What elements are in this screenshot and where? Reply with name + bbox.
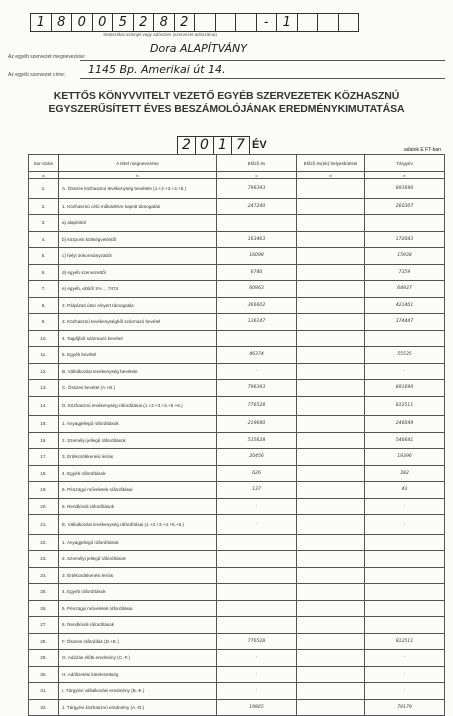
row-number: 27. <box>29 617 59 634</box>
income-statement-table <box>28 154 445 716</box>
correction-value <box>297 534 365 551</box>
current-year-value <box>365 584 445 601</box>
correction-value <box>297 617 365 634</box>
previous-year-value: - <box>217 498 297 515</box>
row-label: A. Összes közhasznú tevékenység bevétele (1.+2.+3.+4.+5.) <box>59 179 217 199</box>
previous-year-value: - <box>217 650 297 667</box>
row-number: 1. <box>29 179 59 199</box>
tax-id-digit <box>236 14 257 31</box>
current-year-value: 812511 <box>365 396 445 416</box>
table-row <box>29 231 445 248</box>
row-number: 32. <box>29 699 59 716</box>
current-year-value <box>365 600 445 617</box>
tax-id-digit <box>298 14 319 31</box>
row-label: 5. Egyéb bevétel <box>59 347 217 364</box>
correction-value <box>297 633 365 650</box>
previous-year-value: 535628 <box>217 432 297 449</box>
row-number: 28. <box>29 633 59 650</box>
row-label: 2. Személyi jellegű ráfordítások <box>59 432 217 449</box>
address-line <box>80 78 445 79</box>
correction-value <box>297 231 365 248</box>
row-label: B. Vállalkozási tevékenység bevétele <box>59 363 217 380</box>
row-number: 20. <box>29 498 59 515</box>
correction-value <box>297 314 365 331</box>
row-label: b) központi költségvetéstől <box>59 231 217 248</box>
previous-year-value <box>217 215 297 232</box>
row-number: 13. <box>29 380 59 397</box>
correction-value <box>297 449 365 466</box>
row-label: 3. Közhasznú tevékenységből származó bevétel <box>59 314 217 331</box>
previous-year-value: - <box>217 363 297 380</box>
row-label: 4. Egyéb ráfordítások <box>59 584 217 601</box>
current-year-value: 260307 <box>365 198 445 215</box>
previous-year-value: - <box>217 683 297 700</box>
row-label: e) egyéb, ebből 1% ... 7474 <box>59 281 217 298</box>
table-row <box>29 215 445 232</box>
table-row <box>29 198 445 215</box>
unit-note: adatok E FT-ban <box>404 147 441 153</box>
previous-year-value <box>217 600 297 617</box>
correction-value <box>297 432 365 449</box>
previous-year-value: 366602 <box>217 297 297 314</box>
row-label: 3. Értékcsökkenési leírás <box>59 449 217 466</box>
tax-id-digit: 8 <box>154 14 175 31</box>
row-number: 23. <box>29 551 59 568</box>
row-number: 29. <box>29 650 59 667</box>
table-row <box>29 650 445 667</box>
row-number: 24. <box>29 567 59 584</box>
current-year-value: 79179 <box>365 699 445 716</box>
row-label: 1. Anyagjellegű ráfordítások <box>59 416 217 433</box>
current-year-value <box>365 534 445 551</box>
correction-value <box>297 650 365 667</box>
previous-year-value <box>217 617 297 634</box>
tax-id-boxes <box>30 13 359 32</box>
current-year-value: 891690 <box>365 380 445 397</box>
row-label: 6. Rendkívüli ráfordítások <box>59 498 217 515</box>
table-row <box>29 380 445 397</box>
row-number: 31. <box>29 683 59 700</box>
table-row <box>29 551 445 568</box>
previous-year-value: 19865 <box>217 699 297 716</box>
current-year-value: 55535 <box>365 347 445 364</box>
tax-id-digit <box>339 14 359 31</box>
current-year-value: 172043 <box>365 231 445 248</box>
table-row <box>29 567 445 584</box>
row-number: 18. <box>29 465 59 482</box>
tax-id-digit: 0 <box>72 14 93 31</box>
current-year-value: 43 <box>365 482 445 499</box>
col-index: b <box>59 172 217 179</box>
year-digit: 2 <box>177 136 196 155</box>
table-header-row <box>29 155 445 172</box>
org-name-value: Dora ALAPÍTVÁNY <box>150 42 247 55</box>
previous-year-value: - <box>217 666 297 683</box>
current-year-value: - <box>365 666 445 683</box>
row-number: 3. <box>29 215 59 232</box>
table-row <box>29 347 445 364</box>
col-header-current-year: Tárgyév <box>365 155 445 172</box>
table-row <box>29 281 445 298</box>
row-number: 11. <box>29 347 59 364</box>
previous-year-value: 776528 <box>217 396 297 416</box>
table-index-row <box>29 172 445 179</box>
row-number: 16. <box>29 432 59 449</box>
current-year-value: 891690 <box>365 179 445 199</box>
table-row <box>29 248 445 265</box>
previous-year-value: 16098 <box>217 248 297 265</box>
col-index: c <box>217 172 297 179</box>
previous-year-value: 776528 <box>217 633 297 650</box>
row-number: 4. <box>29 231 59 248</box>
tax-id-caption: Statisztikai számjel vagy adószám (szervezet adószáma) <box>103 32 217 37</box>
previous-year-value: 20456 <box>217 449 297 466</box>
tax-id-digit: 5 <box>113 14 134 31</box>
row-label: G. Adózás előtti eredmény (C.-F.) <box>59 650 217 667</box>
row-number: 12. <box>29 363 59 380</box>
correction-value <box>297 396 365 416</box>
row-label: a) alapítótól <box>59 215 217 232</box>
previous-year-value: 136147 <box>217 314 297 331</box>
correction-value <box>297 699 365 716</box>
row-label: c) helyi önkormányzattól <box>59 248 217 265</box>
previous-year-value <box>217 534 297 551</box>
table-row <box>29 482 445 499</box>
row-label: 4. Tagdíjból származó bevétel <box>59 330 217 347</box>
tax-id-digit: 1 <box>277 14 298 31</box>
tax-id-digit: 8 <box>52 14 73 31</box>
correction-value <box>297 215 365 232</box>
table-row <box>29 179 445 199</box>
table-row <box>29 363 445 380</box>
previous-year-value: 796393 <box>217 380 297 397</box>
row-label: d) egyéb szervezettől <box>59 264 217 281</box>
previous-year-value: 247240 <box>217 198 297 215</box>
correction-value <box>297 567 365 584</box>
current-year-value: 7359 <box>365 264 445 281</box>
current-year-value: 246049 <box>365 416 445 433</box>
row-number: 2. <box>29 198 59 215</box>
table-row <box>29 617 445 634</box>
year-digit: 7 <box>231 136 250 155</box>
row-number: 25. <box>29 584 59 601</box>
current-year-value <box>365 617 445 634</box>
correction-value <box>297 330 365 347</box>
table-row <box>29 297 445 314</box>
row-number: 17. <box>29 449 59 466</box>
correction-value <box>297 198 365 215</box>
row-label: 2. Pályázati úton elnyert támogatás <box>59 297 217 314</box>
row-number: 10. <box>29 330 59 347</box>
tax-id-digit <box>195 14 216 31</box>
address-label: Az egyéb szervezet címe: <box>8 72 66 78</box>
current-year-value: - <box>365 650 445 667</box>
previous-year-value: 219680 <box>217 416 297 433</box>
col-index: a <box>29 172 59 179</box>
row-label: C. Összes bevétel (A.+B.) <box>59 380 217 397</box>
table-row <box>29 449 445 466</box>
row-number: 21. <box>29 515 59 535</box>
tax-id-digit <box>216 14 237 31</box>
previous-year-value: 6740 <box>217 264 297 281</box>
current-year-value: - <box>365 363 445 380</box>
row-label: I. Tárgyévi vállalkozási eredmény (B.-E.) <box>59 683 217 700</box>
correction-value <box>297 482 365 499</box>
current-year-value <box>365 215 445 232</box>
correction-value <box>297 600 365 617</box>
title-line-1: KETTŐS KÖNYVVITELT VEZETŐ EGYÉB SZERVEZETEK KÖZHASZNÚ <box>53 90 400 102</box>
table-row <box>29 465 445 482</box>
row-label: 2. Személyi jellegű ráfordítások <box>59 551 217 568</box>
row-number: 8. <box>29 297 59 314</box>
col-index: e <box>365 172 445 179</box>
correction-value <box>297 584 365 601</box>
row-label: 5. Pénzügyi műveletek ráfordításai <box>59 600 217 617</box>
row-label: 3. Értékcsökkenési leírás <box>59 567 217 584</box>
col-header-item-name: A tétel megnevezése <box>59 155 217 172</box>
row-number: 22. <box>29 534 59 551</box>
col-index: d <box>297 172 365 179</box>
tax-id-digit: 2 <box>175 14 196 31</box>
row-number: 6. <box>29 264 59 281</box>
org-name-label: Az egyéb szervezet megnevezése: <box>8 54 86 60</box>
previous-year-value: 137 <box>217 482 297 499</box>
tax-id-digit: 2 <box>134 14 155 31</box>
current-year-value: 546641 <box>365 432 445 449</box>
correction-value <box>297 248 365 265</box>
table-row <box>29 666 445 683</box>
current-year-value: 64927 <box>365 281 445 298</box>
tax-id-digit: 1 <box>31 14 52 31</box>
correction-value <box>297 498 365 515</box>
table-row <box>29 432 445 449</box>
row-number: 19. <box>29 482 59 499</box>
correction-value <box>297 179 365 199</box>
correction-value <box>297 465 365 482</box>
table-row <box>29 633 445 650</box>
row-label: F. Összes ráfordítás (D.+E.) <box>59 633 217 650</box>
row-label: 1. Közhasznú célú működésre kapott támogatás <box>59 198 217 215</box>
table-row <box>29 534 445 551</box>
current-year-value: 382 <box>365 465 445 482</box>
previous-year-value: - <box>217 515 297 535</box>
table-row <box>29 584 445 601</box>
correction-value <box>297 515 365 535</box>
previous-year-value <box>217 330 297 347</box>
col-header-row-number: Sor-szám <box>29 155 59 172</box>
table-row <box>29 498 445 515</box>
row-number: 15. <box>29 416 59 433</box>
row-label: J. Tárgyévi közhasznú eredmény (A.-D.) <box>59 699 217 716</box>
year-boxes <box>178 136 250 155</box>
year-label: ÉV <box>252 139 267 151</box>
correction-value <box>297 416 365 433</box>
current-year-value: - <box>365 515 445 535</box>
correction-value <box>297 347 365 364</box>
row-number: 7. <box>29 281 59 298</box>
current-year-value: - <box>365 683 445 700</box>
row-number: 14. <box>29 396 59 416</box>
previous-year-value <box>217 584 297 601</box>
previous-year-value <box>217 567 297 584</box>
row-label: 4. Egyéb ráfordítások <box>59 465 217 482</box>
row-number: 26. <box>29 600 59 617</box>
correction-value <box>297 666 365 683</box>
current-year-value: 19396 <box>365 449 445 466</box>
current-year-value: 174447 <box>365 314 445 331</box>
current-year-value: - <box>365 498 445 515</box>
col-header-previous-year: Előző év <box>217 155 297 172</box>
year-digit: 1 <box>213 136 232 155</box>
previous-year-value: 163463 <box>217 231 297 248</box>
row-label: H. Adófizetési kötelezettség <box>59 666 217 683</box>
row-label: 5. Pénzügyi műveletek ráfordításai <box>59 482 217 499</box>
row-label: 6. Rendkívüli ráfordítások <box>59 617 217 634</box>
correction-value <box>297 551 365 568</box>
previous-year-value: 626 <box>217 465 297 482</box>
table-row <box>29 683 445 700</box>
col-header-corrections: Előző év(ek) helyesbítései <box>297 155 365 172</box>
table-row <box>29 396 445 416</box>
current-year-value: 421401 <box>365 297 445 314</box>
current-year-value <box>365 330 445 347</box>
correction-value <box>297 281 365 298</box>
current-year-value: 15938 <box>365 248 445 265</box>
current-year-value: 812511 <box>365 633 445 650</box>
previous-year-value: 46374 <box>217 347 297 364</box>
correction-value <box>297 363 365 380</box>
table-row <box>29 600 445 617</box>
row-number: 5. <box>29 248 59 265</box>
current-year-value <box>365 567 445 584</box>
title-line-2: EGYSZERŰSÍTETT ÉVES BESZÁMOLÓJÁNAK EREDMÉNYKIMUTATÁSA <box>48 103 405 115</box>
row-label: E. Vállalkozási tevékenység ráfordításai (1.+2.+3.+4.+5.+6.) <box>59 515 217 535</box>
table-row <box>29 314 445 331</box>
table-row <box>29 699 445 716</box>
current-year-value <box>365 551 445 568</box>
table-row <box>29 416 445 433</box>
row-label: D. Közhasznú tevékenység ráfordításai (1.+2.+3.+4.+5.+6.) <box>59 396 217 416</box>
row-number: 9. <box>29 314 59 331</box>
correction-value <box>297 297 365 314</box>
previous-year-value: 796393 <box>217 179 297 199</box>
correction-value <box>297 264 365 281</box>
tax-id-digit: - <box>257 14 278 31</box>
previous-year-value: 60963 <box>217 281 297 298</box>
org-name-line <box>80 60 445 61</box>
tax-id-digit <box>318 14 339 31</box>
correction-value <box>297 683 365 700</box>
table-row <box>29 515 445 535</box>
table-row <box>29 264 445 281</box>
row-label: 1. Anyagjellegű ráfordítások <box>59 534 217 551</box>
table-row <box>29 330 445 347</box>
year-digit: 0 <box>195 136 214 155</box>
correction-value <box>297 380 365 397</box>
row-number: 30. <box>29 666 59 683</box>
previous-year-value <box>217 551 297 568</box>
tax-id-digit: 0 <box>93 14 114 31</box>
address-value: 1145 Bp. Amerikai út 14. <box>88 63 226 76</box>
